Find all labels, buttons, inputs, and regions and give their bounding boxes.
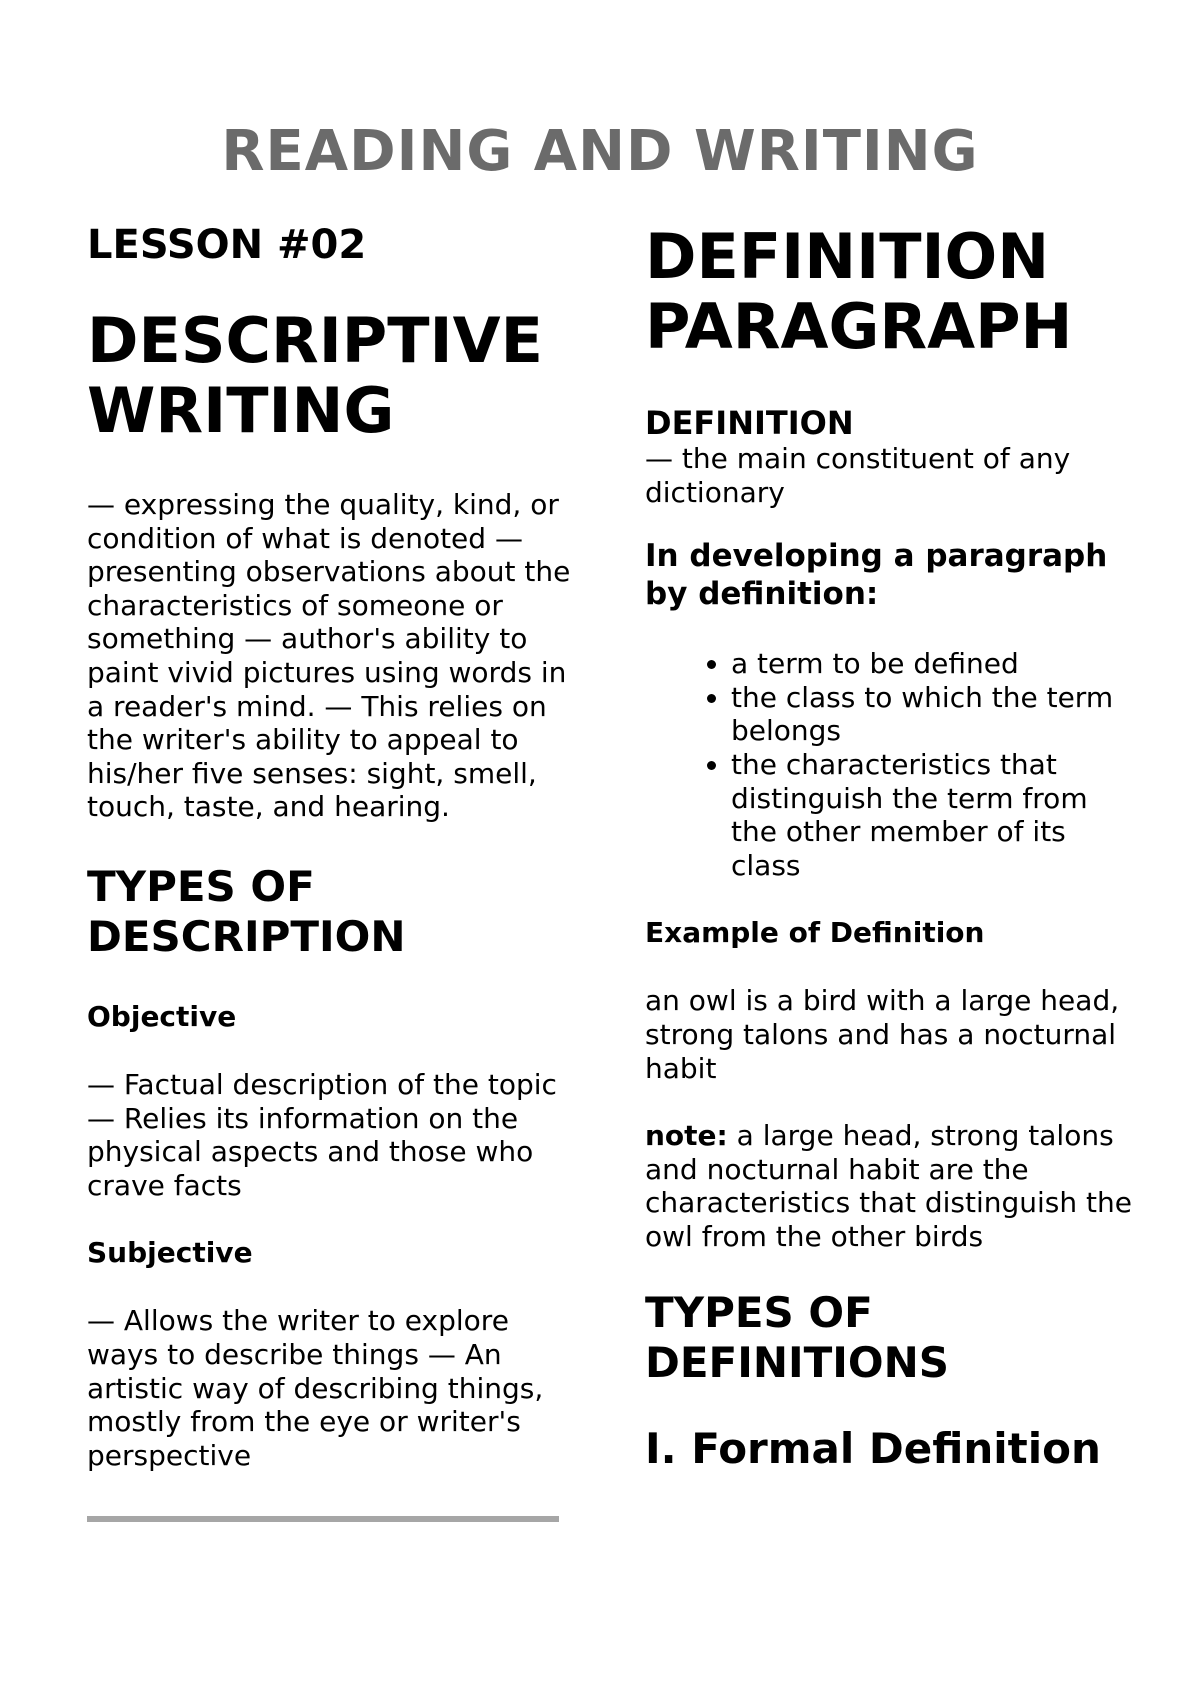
descriptive-writing-intro: — expressing the quality, kind, or condition of what is denoted — presenting observations about the characteristics of someone or something — author's ability to paint vivid pictures using words in a reader's mind. — This relies on the writer's ability to appeal to his/her five senses: sight, smell, touch, taste, and hearing. [87,488,571,824]
note-label: note: [645,1119,728,1153]
subjective-label: Subjective [87,1236,253,1270]
formal-definition-heading: I. Formal Definition [645,1423,1101,1473]
objective-label: Objective [87,999,237,1033]
document-title: READING AND WRITING [221,119,979,184]
list-item: • the characteristics that distinguish the term from the other member of its class [731,748,1135,882]
types-of-definitions-heading: TYPES OF DEFINITIONS [645,1287,950,1387]
definition-elements-list [645,647,1135,882]
left-column [87,220,573,1506]
note-text: a large head, strong talons and nocturnal habit are the characteristics that distinguish the owl from the other birds [645,1119,1132,1253]
definition-text: — the main constituent of any dictionary [645,442,1071,509]
descriptive-writing-heading: DESCRIPTIVE WRITING [87,304,543,447]
definition-label: DEFINITION [645,404,854,442]
objective-text: — Factual description of the topic — Relies its information on the physical aspects and those who crave facts [87,1067,557,1202]
types-of-description-heading: TYPES OF DESCRIPTION [87,861,406,961]
list-item: • a term to be defined [731,647,1135,681]
example-text: an owl is a bird with a large head, strong talons and has a nocturnal habit [645,984,1120,1085]
subjective-text: — Allows the writer to explore ways to describe things — An artistic way of describing things, mostly from the eye or writer's perspective [87,1304,544,1472]
definition-paragraph-heading: DEFINITION PARAGRAPH [645,220,1073,363]
note-paragraph [645,1119,1135,1253]
example-label: Example of Definition [645,916,985,950]
list-item: • the class to which the term belongs [731,681,1135,748]
developing-heading: In developing a paragraph by definition: [645,538,1108,613]
lesson-number: LESSON #02 [87,222,367,268]
right-column [645,222,1135,1510]
horizontal-divider [87,1516,559,1522]
